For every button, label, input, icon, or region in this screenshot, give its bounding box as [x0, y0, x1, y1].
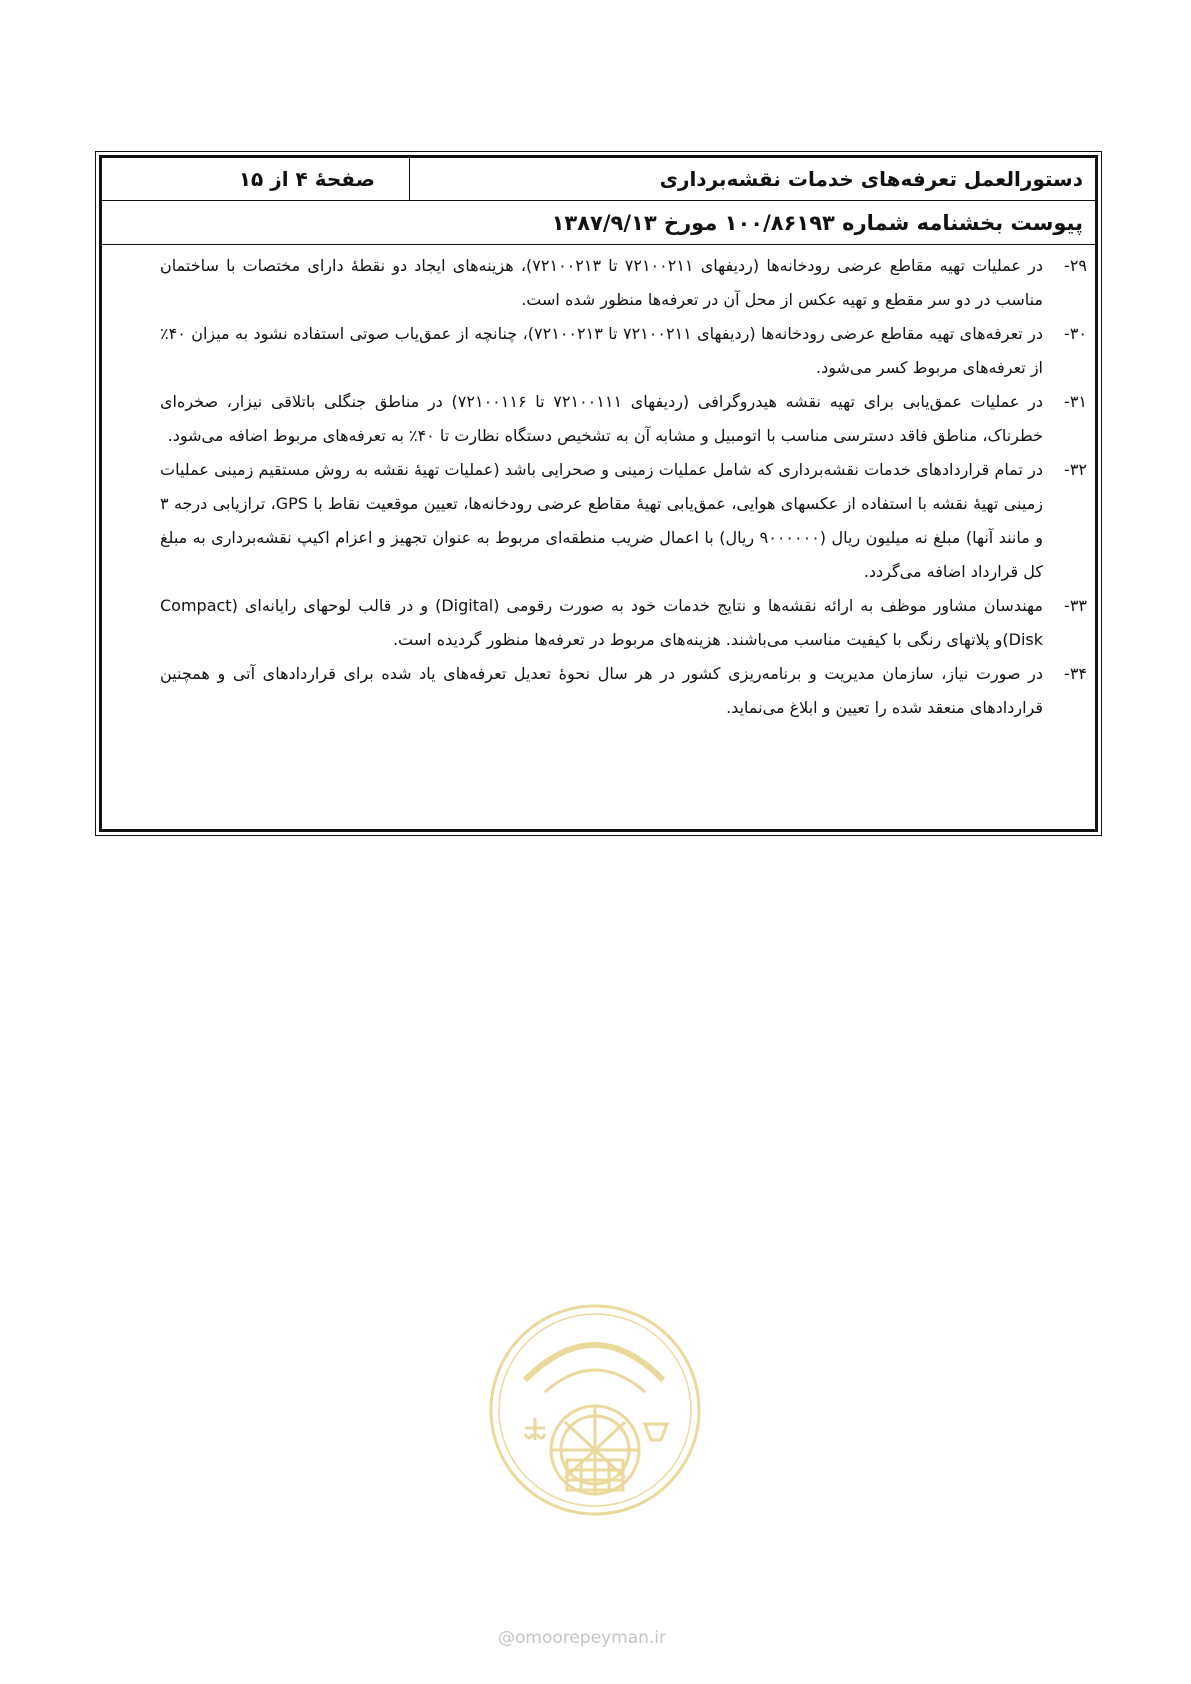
clause-31: [160, 385, 1087, 453]
clause-text: در عملیات تهیه مقاطع عرضی رودخانه‌ها (ردیفهای ۷۲۱۰۰۲۱۱ تا ۷۲۱۰۰۲۱۳)، هزینه‌های ایجاد دو نقطۀ دارای مختصات با ساختمان مناسب در دو سر مقطع و تهیه عکس از محل آن در تعرفه‌ها منظور شده است.: [160, 256, 1044, 309]
clause-number: ۳۲-: [1064, 460, 1087, 479]
organization-seal-logo: [485, 1300, 705, 1520]
clause-number: ۳۱-: [1064, 392, 1087, 411]
page-number: صفحۀ ۴ از ۱۵: [102, 158, 410, 200]
clause-text: در تعرفه‌های تهیه مقاطع عرضی رودخانه‌ها (ردیفهای ۷۲۱۰۰۲۱۱ تا ۷۲۱۰۰۲۱۳)، چنانچه از عمق‌یاب صوتی استفاده نشود به میزان ۴۰٪ از تعرفه‌های مربوط کسر می‌شود.: [160, 324, 1044, 377]
clause-29: [160, 249, 1087, 317]
clause-text: مهندسان مشاور موظف به ارائه نقشه‌ها و نتایج خدمات خود به صورت رقومی (Digital) و در قالب لوحهای رایانه‌ای (Compact Disk)و پلاتهای رنگی با کیفیت مناسب می‌باشند. هزینه‌های مربوط در تعرفه‌ها منظور گردیده است.: [160, 596, 1043, 649]
clause-number: ۳۴-: [1064, 664, 1087, 683]
document-title: دستورالعمل تعرفه‌های خدمات نقشه‌برداری: [659, 167, 1083, 191]
clause-number: ۳۳-: [1064, 596, 1087, 615]
clause-text: در تمام قراردادهای خدمات نقشه‌برداری که شامل عملیات زمینی و صحرایی باشد (عملیات تهیۀ نقشه به روش مستقیم زمینی عملیات زمینی تهیۀ نقشه با استفاده از عکسهای هوایی، عمق‌یابی تهیۀ مقاطع عرضی رودخانه‌ها، تعیین موقعیت نقاط با GPS، ترازیابی درجه ۳ و مانند آنها) مبلغ نه میلیون ریال (۹۰۰۰۰۰۰ ریال) با اعمال ضریب منطقه‌ای مربوط به عنوان تجهیز و اعزام اکیپ نقشه‌برداری به مبلغ کل قرارداد اضافه می‌گردد.: [160, 460, 1044, 581]
header-row: [102, 158, 1095, 201]
document-frame: [99, 155, 1098, 832]
clause-text: در عملیات عمق‌یابی برای تهیه نقشه هیدروگرافی (ردیفهای ۷۲۱۰۰۱۱۱ تا ۷۲۱۰۰۱۱۶) در مناطق جنگلی باتلاقی نیزار، صخره‌ای خطرناک، مناطق فاقد دسترسی مناسب با اتومبیل و مشابه آن به تشخیص دستگاه نظارت تا ۴۰٪ به تعرفه‌های مربوط اضافه می‌شود.: [160, 392, 1044, 445]
clause-34: [160, 657, 1087, 725]
clause-list: [102, 245, 1095, 725]
clause-text: در صورت نیاز، سازمان مدیریت و برنامه‌ریزی کشور در هر سال نحوۀ تعدیل تعرفه‌های یاد شده برای قراردادهای آتی و همچنین قراردادهای منعقد شده را تعیین و ابلاغ می‌نماید.: [160, 664, 1043, 717]
watermark-handle: @omoorepeyman.ir: [498, 1628, 667, 1648]
clause-32: [160, 453, 1087, 589]
clause-30: [160, 317, 1087, 385]
clause-33: [160, 589, 1087, 657]
clause-number: ۲۹-: [1064, 256, 1087, 275]
clause-number: ۳۰-: [1064, 324, 1087, 343]
appendix-reference: پیوست بخشنامه شماره ۱۰۰/۸۶۱۹۳ مورخ ۱۳۸۷/۹/۱۳: [102, 201, 1095, 245]
